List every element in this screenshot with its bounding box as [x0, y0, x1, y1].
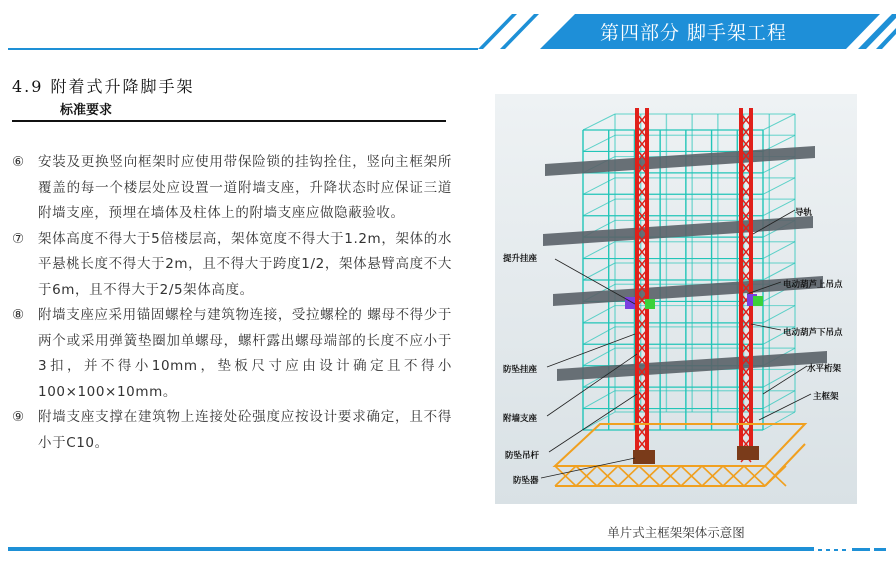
item-number: ⑥	[12, 154, 25, 170]
item-number: ⑨	[12, 409, 25, 425]
scaffold-brace	[763, 412, 795, 430]
label-fall-rod: 防坠吊杆	[505, 451, 540, 461]
scaffold-illustration	[495, 94, 857, 504]
scaffold-brace	[583, 412, 615, 430]
list-item	[12, 227, 452, 304]
section-subtitle: 标准要求	[60, 103, 113, 118]
label-fall-seat: 防坠挂座	[503, 365, 538, 375]
scaffold-brace	[583, 135, 615, 151]
section-title: 4.9 附着式升降脚手架	[12, 77, 195, 96]
scaffold-brace	[763, 391, 795, 409]
scaffold-brace	[583, 242, 615, 259]
scaffold-brace	[583, 178, 615, 194]
scaffold-brace	[763, 242, 795, 259]
label-main-frame: 主框架	[813, 392, 839, 402]
label-horizontal-truss: 水平桁架	[807, 364, 842, 374]
figure-caption: 单片式主框架架体示意图	[607, 525, 745, 540]
scaffold-brace	[583, 391, 615, 409]
scaffold-diagram	[495, 94, 857, 504]
footer-rule	[0, 540, 896, 560]
item-number: ⑦	[12, 230, 25, 247]
hoist-point	[753, 296, 763, 306]
hoist-point	[645, 299, 655, 309]
fall-device	[737, 446, 759, 460]
scaffold-brace	[763, 306, 795, 323]
label-hoist-upper: 电动葫芦上吊点	[783, 280, 843, 290]
item-text: 架体高度不得大于5倍楼层高，架体宽度不得大于1.2m，架体的水平悬桃长度不得大于2m，且不得大于跨度1/2，架体悬臂高度不大于6m，且不得大于2/5架体高度。	[38, 230, 452, 298]
scaffold-brace	[583, 327, 615, 344]
scaffold-brace	[763, 178, 795, 194]
label-wall-support: 附墙支座	[503, 414, 538, 424]
label-hoist-lower: 电动葫芦下吊点	[783, 328, 843, 338]
header-banner	[0, 0, 896, 62]
fall-device	[633, 450, 655, 464]
item-text: 附墙支座应采用锚固螺栓与建筑物连接，受拉螺栓的 螺母不得少于两个或采用弹簧垫圈加单螺母，螺杆露出螺母端部的长度不应小于3扣，并不得小10mm，垫板尺寸应由设计确定且不得小100×100×10mm。	[38, 307, 452, 400]
list-item	[12, 303, 452, 405]
requirements-list	[12, 150, 452, 456]
scaffold-brace	[763, 369, 795, 387]
label-lift-seat: 提升挂座	[503, 254, 538, 264]
scaffold-brace	[763, 114, 795, 130]
label-guide-rail: 导轨	[795, 208, 813, 218]
scaffold-brace	[583, 306, 615, 323]
leader-line	[547, 354, 637, 416]
item-text: 安装及更换竖向框架时应使用带保险锁的挂钩拴住，竖向主框架所覆盖的每一个楼层处应设置一道附墙支座，升降状态时应保证三道附墙支座，预埋在墙体及柱体上的附墙支座应做隐蔽验收。	[38, 154, 452, 221]
scaffold-brace	[763, 199, 795, 216]
scaffold-brace	[583, 199, 615, 216]
list-item	[12, 150, 452, 227]
title-divider	[12, 120, 446, 122]
label-fall-device: 防坠器	[513, 476, 539, 486]
part-title: 第四部分 脚手架工程	[600, 22, 788, 44]
scaffold-brace	[583, 348, 615, 366]
scaffold-brace	[583, 114, 615, 130]
list-item	[12, 405, 452, 456]
leader-line	[547, 334, 635, 367]
item-number: ⑧	[12, 307, 25, 323]
item-text: 附墙支座支撑在建筑物上连接处砼强度应按设计要求确定，且不得小于C10。	[38, 409, 452, 451]
